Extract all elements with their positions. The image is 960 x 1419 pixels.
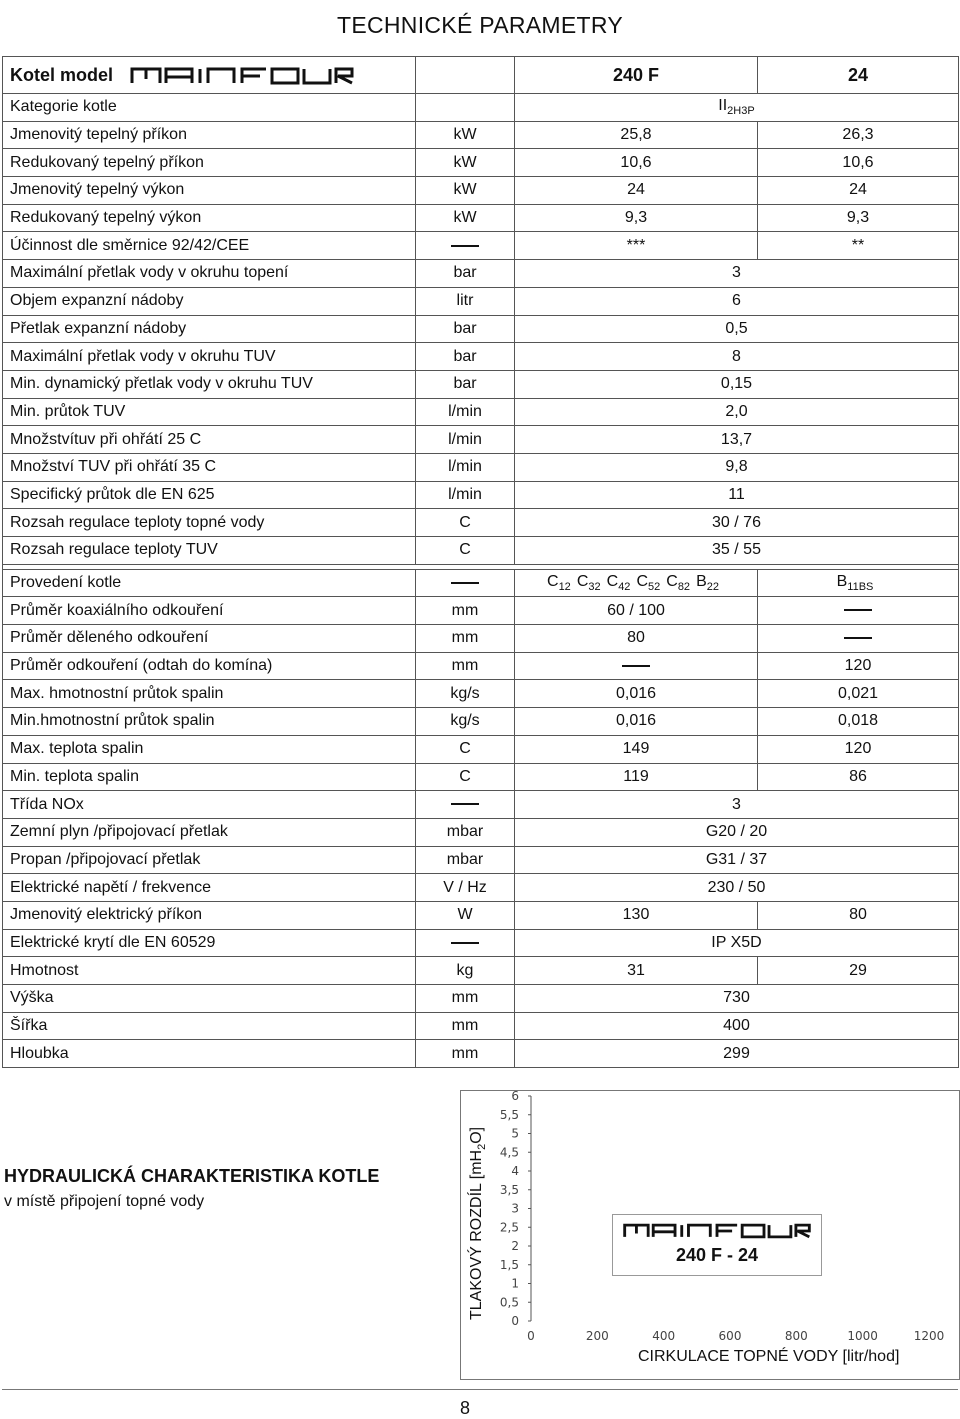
value-main: C — [576, 572, 589, 590]
value-main: C — [636, 572, 648, 590]
dash-mark — [844, 637, 872, 639]
header-label: Kotel model — [10, 64, 114, 85]
table-row — [3, 149, 959, 177]
param-value — [515, 94, 959, 122]
y-tick-label: 0 — [511, 1314, 519, 1328]
param-value: 35 / 55 — [515, 537, 959, 565]
param-value-v2: 29 — [758, 957, 959, 985]
table-row — [3, 625, 959, 653]
param-unit: kg — [416, 957, 515, 985]
param-name: Maximální přetlak vody v okruhu topení — [3, 260, 416, 288]
param-unit: kW — [416, 149, 515, 177]
param-unit: mm — [416, 1012, 515, 1040]
x-tick-label: 400 — [652, 1329, 676, 1343]
y-tick-label: 0,5 — [499, 1295, 519, 1310]
param-name: Min. teplota spalin — [3, 763, 416, 791]
table-row — [3, 315, 959, 343]
param-value: 9,8 — [515, 453, 959, 481]
x-tick-label: 0 — [527, 1329, 535, 1343]
table-row — [3, 818, 959, 846]
param-unit: mbar — [416, 846, 515, 874]
param-unit: l/min — [416, 426, 515, 454]
table-row — [3, 680, 959, 708]
table-row — [3, 929, 959, 957]
param-value-v1: 119 — [515, 763, 758, 791]
param-unit: mbar — [416, 818, 515, 846]
param-value-v2: 26,3 — [758, 121, 959, 149]
param-unit: mm — [416, 625, 515, 653]
param-unit: kW — [416, 204, 515, 232]
param-unit: mm — [416, 652, 515, 680]
table-row — [3, 481, 959, 509]
param-value-v2 — [758, 625, 959, 653]
param-unit — [416, 569, 515, 597]
param-value-v2: 0,018 — [758, 708, 959, 736]
param-value: G31 / 37 — [515, 846, 959, 874]
value-subscript: 82 — [677, 581, 691, 594]
value-main: C — [666, 572, 678, 590]
y-tick-label: 6 — [511, 1091, 519, 1103]
param-value: 730 — [515, 985, 959, 1013]
dash-mark — [622, 665, 650, 667]
param-name: Třída NOx — [3, 791, 416, 819]
param-unit: C — [416, 509, 515, 537]
table-row — [3, 901, 959, 929]
table-row — [3, 791, 959, 819]
param-name: Průměr koaxiálního odkouření — [3, 597, 416, 625]
param-name: Specifický průtok dle EN 625 — [3, 481, 416, 509]
value-main: II — [718, 97, 728, 115]
param-name: Šířka — [3, 1012, 416, 1040]
dash-mark — [451, 245, 479, 247]
param-unit — [416, 232, 515, 260]
table-row — [3, 874, 959, 902]
page-number: 8 — [460, 1398, 471, 1418]
y-tick-label: 4 — [511, 1164, 519, 1178]
param-value: 299 — [515, 1040, 959, 1068]
param-unit: C — [416, 763, 515, 791]
param-name: Min. dynamický přetlak vody v okruhu TUV — [3, 370, 416, 398]
chart-x-axis-label: CIRKULACE TOPNÉ VODY [litr/hod] — [638, 1348, 900, 1365]
header-model-1: 240 F — [515, 57, 758, 94]
table-row — [3, 398, 959, 426]
param-unit — [416, 94, 515, 122]
param-value: 3 — [515, 791, 959, 819]
hydraulics-subtitle: v místě připojení topné vody — [4, 1193, 205, 1210]
param-name: Elektrické napětí / frekvence — [3, 874, 416, 902]
table-row — [3, 370, 959, 398]
param-value-v2: 10,6 — [758, 149, 959, 177]
y-tick-label: 3 — [511, 1201, 519, 1216]
param-name: Jmenovitý tepelný příkon — [3, 121, 416, 149]
param-name: Redukovaný tepelný výkon — [3, 204, 416, 232]
header-row — [3, 57, 959, 94]
param-value: 3 — [515, 260, 959, 288]
param-name: Kategorie kotle — [3, 94, 416, 122]
table-row — [3, 1012, 959, 1040]
param-name: Výška — [3, 985, 416, 1013]
value-main: B — [696, 572, 707, 590]
param-unit — [416, 929, 515, 957]
param-name: Rozsah regulace teploty TUV — [3, 537, 416, 565]
y-tick-label: 1 — [511, 1276, 519, 1291]
param-value-v1: 10,6 — [515, 149, 758, 177]
param-value-v2: 86 — [758, 763, 959, 791]
table-row — [3, 343, 959, 371]
param-value: G20 / 20 — [515, 818, 959, 846]
table-row — [3, 204, 959, 232]
table-row — [3, 846, 959, 874]
param-value-v1: *** — [515, 232, 758, 260]
param-unit: bar — [416, 370, 515, 398]
param-unit: l/min — [416, 481, 515, 509]
table-row — [3, 232, 959, 260]
value-subscript: 42 — [618, 581, 631, 594]
value-subscript: 22 — [706, 581, 719, 594]
param-unit: W — [416, 901, 515, 929]
table-row — [3, 652, 959, 680]
param-value-v2: 120 — [758, 735, 959, 763]
param-value-v1: 24 — [515, 177, 758, 205]
page-footer-rule — [2, 1389, 958, 1390]
param-value: 11 — [515, 481, 959, 509]
x-tick-label: 1000 — [847, 1329, 878, 1343]
table-row — [3, 957, 959, 985]
param-unit: litr — [416, 287, 515, 315]
y-tick-label: 1,5 — [499, 1257, 519, 1272]
technical-parameters-table — [2, 56, 959, 1068]
y-tick-label: 5 — [511, 1126, 519, 1141]
param-value-v2: ** — [758, 232, 959, 260]
value-subscript: 2H3P — [727, 105, 755, 118]
value-subscript: 32 — [588, 581, 601, 594]
param-name: Jmenovitý elektrický příkon — [3, 901, 416, 929]
param-unit: mm — [416, 597, 515, 625]
chart-y-axis-label: TLAKOVÝ ROZDÍL $[mH_2O]$ — [468, 1126, 489, 1320]
table-row — [3, 763, 959, 791]
param-value: 400 — [515, 1012, 959, 1040]
param-name: Přetlak expanzní nádoby — [3, 315, 416, 343]
table-row — [3, 569, 959, 597]
param-unit: kW — [416, 121, 515, 149]
param-unit: kW — [416, 177, 515, 205]
param-name: Min.hmotnostní průtok spalin — [3, 708, 416, 736]
table-row — [3, 453, 959, 481]
table-row — [3, 735, 959, 763]
param-name: Redukovaný tepelný příkon — [3, 149, 416, 177]
param-name: Účinnost dle směrnice 92/42/CEE — [3, 232, 416, 260]
dash-mark — [451, 582, 479, 584]
param-unit: V / Hz — [416, 874, 515, 902]
value-main: C — [606, 572, 619, 590]
param-value-v1: 31 — [515, 957, 758, 985]
param-unit: C — [416, 537, 515, 565]
param-name: Hloubka — [3, 1040, 416, 1068]
param-value-v2: 24 — [758, 177, 959, 205]
param-value-v1: 9,3 — [515, 204, 758, 232]
param-value: 0,5 — [515, 315, 959, 343]
param-unit: kg/s — [416, 708, 515, 736]
table-row — [3, 121, 959, 149]
param-unit: mm — [416, 985, 515, 1013]
param-value-v2: 80 — [758, 901, 959, 929]
param-value-v1: 0,016 — [515, 708, 758, 736]
y-tick-label: 2 — [511, 1239, 519, 1253]
param-name: Jmenovitý tepelný výkon — [3, 177, 416, 205]
param-value-v1: 130 — [515, 901, 758, 929]
param-name: Rozsah regulace teploty topné vody — [3, 509, 416, 537]
value-subscript: 12 — [558, 581, 571, 594]
header-cell-unit — [416, 57, 515, 94]
param-name: Max. teplota spalin — [3, 735, 416, 763]
y-tick-label: 2,5 — [499, 1220, 519, 1235]
param-unit: C — [416, 735, 515, 763]
chart-logo-box — [612, 1214, 822, 1276]
param-value: 2,0 — [515, 398, 959, 426]
dash-mark — [844, 609, 872, 611]
param-value: 13,7 — [515, 426, 959, 454]
param-value-v1: 0,016 — [515, 680, 758, 708]
param-value-v1 — [515, 569, 758, 597]
value-subscript: 11BS — [847, 581, 874, 594]
param-value-v2: 120 — [758, 652, 959, 680]
y-tick-label: 5,5 — [499, 1107, 519, 1122]
param-value: 230 / 50 — [515, 874, 959, 902]
param-name: Provedení kotle — [3, 569, 416, 597]
param-value-v1: 25,8 — [515, 121, 758, 149]
param-value-v2: 0,021 — [758, 680, 959, 708]
x-tick-label: 800 — [784, 1329, 808, 1343]
header-model-2: 24 — [758, 57, 959, 94]
table-row — [3, 708, 959, 736]
x-tick-label: 600 — [718, 1329, 742, 1343]
table-row — [3, 287, 959, 315]
table-row — [3, 260, 959, 288]
param-unit: l/min — [416, 453, 515, 481]
param-value-v1 — [515, 652, 758, 680]
param-unit: bar — [416, 343, 515, 371]
param-unit: kg/s — [416, 680, 515, 708]
param-name: Min. průtok TUV — [3, 398, 416, 426]
page-title: TECHNICKÉ PARAMETRY — [336, 12, 623, 38]
table-row — [3, 537, 959, 565]
y-tick-label: 4,5 — [499, 1145, 519, 1160]
table-row — [3, 509, 959, 537]
param-unit: bar — [416, 260, 515, 288]
param-name: Průměr děleného odkouření — [3, 625, 416, 653]
param-name: Zemní plyn /připojovací přetlak — [3, 818, 416, 846]
mainfour-logo-small — [623, 1223, 811, 1239]
y-tick-label: 3,5 — [499, 1182, 519, 1197]
param-value-v2: 9,3 — [758, 204, 959, 232]
param-name: Elektrické krytí dle EN 60529 — [3, 929, 416, 957]
param-name: Maximální přetlak vody v okruhu TUV — [3, 343, 416, 371]
value-main: B — [836, 572, 848, 590]
param-value: 0,15 — [515, 370, 959, 398]
param-value-v1: 149 — [515, 735, 758, 763]
param-name: Množství TUV při ohřátí 35 C — [3, 453, 416, 481]
header-cell-label — [3, 57, 416, 94]
param-unit: bar — [416, 315, 515, 343]
table-row — [3, 1040, 959, 1068]
table-row — [3, 94, 959, 122]
table-row — [3, 597, 959, 625]
x-tick-label: 200 — [585, 1329, 609, 1343]
param-name: Objem expanzní nádoby — [3, 287, 416, 315]
param-name: Propan /připojovací přetlak — [3, 846, 416, 874]
dash-mark — [451, 942, 479, 944]
param-value-v1: 80 — [515, 625, 758, 653]
table-row — [3, 985, 959, 1013]
param-value: IP X5D — [515, 929, 959, 957]
mainfour-logo — [130, 67, 354, 85]
chart-model-label: 240 F - 24 — [675, 1245, 759, 1265]
param-value-v1: 60 / 100 — [515, 597, 758, 625]
param-value-v2 — [758, 597, 959, 625]
hydraulics-title: HYDRAULICKÁ CHARAKTERISTIKA KOTLE — [4, 1166, 380, 1186]
param-value: 30 / 76 — [515, 509, 959, 537]
param-unit — [416, 791, 515, 819]
param-unit: l/min — [416, 398, 515, 426]
param-value: 6 — [515, 287, 959, 315]
table-row — [3, 426, 959, 454]
param-unit: mm — [416, 1040, 515, 1068]
param-name: Množstvítuv při ohřátí 25 C — [3, 426, 416, 454]
value-subscript: 52 — [648, 581, 661, 594]
param-name: Průměr odkouření (odtah do komína) — [3, 652, 416, 680]
param-name: Hmotnost — [3, 957, 416, 985]
table-row — [3, 177, 959, 205]
param-name: Max. hmotnostní průtok spalin — [3, 680, 416, 708]
x-tick-label: 1200 — [913, 1329, 945, 1343]
value-main: C — [547, 572, 559, 590]
param-value: 8 — [515, 343, 959, 371]
dash-mark — [451, 803, 479, 805]
param-value-v2 — [758, 569, 959, 597]
